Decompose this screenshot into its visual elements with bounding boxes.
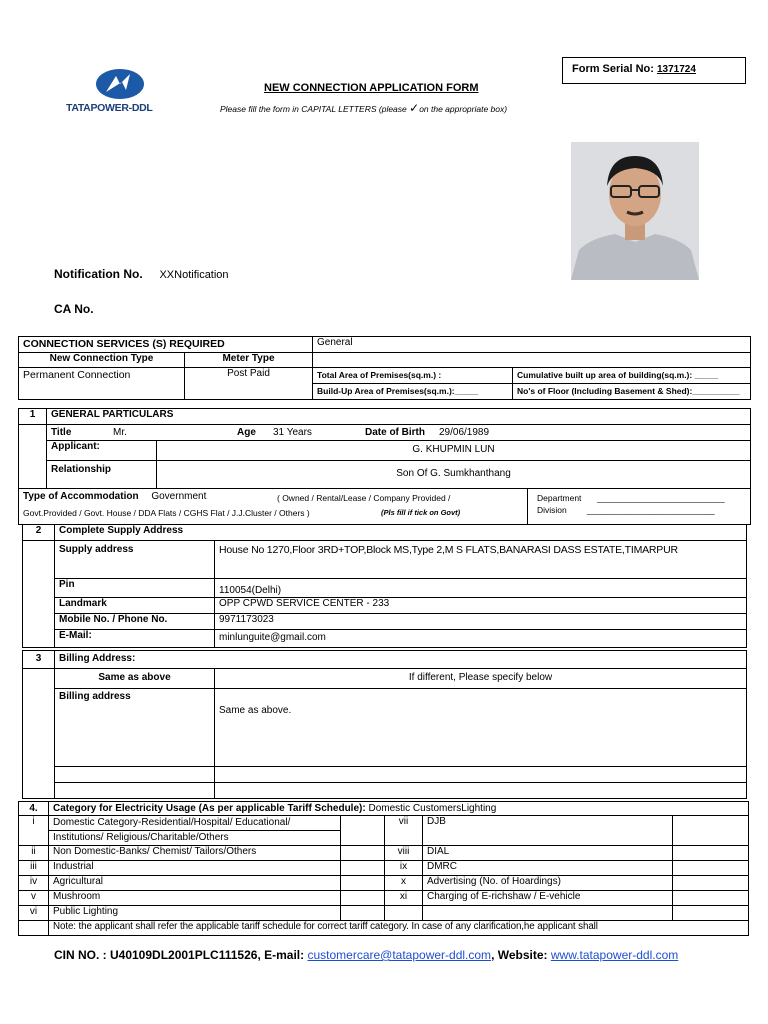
- accommodation-options-1: ( Owned / Rental/Lease / Company Provided /: [277, 493, 451, 503]
- relationship-label: Relationship: [47, 461, 157, 489]
- accommodation-label: Type of Accommodation: [23, 491, 139, 502]
- section-1-number: 1: [19, 409, 47, 425]
- email-value: minlunguite@gmail.com: [215, 630, 747, 648]
- check-icon: ✓: [409, 101, 420, 115]
- mobile-label: Mobile No. / Phone No.: [55, 614, 215, 630]
- supply-address-value: House No 1270,Floor 3RD+TOP,Block MS,Type 2,M S FLATS,BANARASI DASS ESTATE,TIMARPUR: [215, 541, 747, 579]
- connection-type-label: New Connection Type: [19, 353, 185, 368]
- general-heading: GENERAL PARTICULARS: [47, 409, 751, 425]
- ca-label: CA No.: [54, 302, 94, 316]
- department-line: ___________________________: [597, 493, 725, 503]
- billing-address-value: Same as above.: [215, 689, 747, 767]
- connection-services-table: [18, 336, 751, 400]
- email-label: E-Mail:: [55, 630, 215, 648]
- serial-label: Form Serial No:: [572, 63, 654, 75]
- pin-label: Pin: [55, 579, 215, 598]
- accommodation-options-2: Govt.Provided / Govt. House / DDA Flats / CGHS Flat / J.J.Cluster / Others ): [23, 508, 310, 518]
- applicant-photo: [571, 142, 699, 280]
- supply-heading: Complete Supply Address: [55, 525, 747, 541]
- dob-label: Date of Birth: [365, 427, 425, 438]
- floors-label: No's of Floor (Including Basement & Shed):__________: [513, 384, 751, 400]
- mobile-value: 9971173023: [215, 614, 747, 630]
- supply-address-label: Supply address: [55, 541, 215, 579]
- pin-value: 110054(Delhi): [215, 579, 747, 598]
- logo-text: TATAPOWER-DDL: [66, 102, 153, 114]
- cin-label: CIN NO. : U40109DL2001PLC111526, E-mail:: [54, 948, 305, 962]
- division-label: Division: [537, 505, 567, 515]
- form-serial-box: [562, 57, 746, 84]
- section-2-number: 2: [23, 525, 55, 541]
- form-title: NEW CONNECTION APPLICATION FORM: [264, 82, 479, 94]
- buildup-area-label: Build-Up Area of Premises(sq.m.):_____: [313, 384, 513, 400]
- dob-value: 29/06/1989: [439, 427, 490, 438]
- applicant-value: G. KHUPMIN LUN: [157, 441, 751, 461]
- general-particulars-table: [18, 408, 751, 525]
- footer-email-link[interactable]: customercare@tatapower-ddl.com: [307, 948, 492, 962]
- total-area-label: Total Area of Premises(sq.m.) :: [313, 368, 513, 384]
- footer: [54, 948, 678, 962]
- category-table: 4. Category for Electricity Usage (As per applicable Tariff Schedule): Domestic CustomersLighting i Domestic Category-Residential/Hospital/ Educational/ vii DJB Institutions/ Religious/Charitable/Others ii Non Domestic-Banks/ Chemist/ Tailors/Others viii DIAL iii Industrial ix DMRC iv Agricultural x Advertising (No. of Hoardings) v Mushroom xi Charging of E-richshaw / E-vehicle vi Public Lighting Note: the applicant shall refer the applicable tariff schedule for correct tariff category. In case of any clarification,he applicant shall: [18, 801, 749, 936]
- footer-website-link[interactable]: www.tatapower-ddl.com: [550, 948, 679, 962]
- department-label: Department: [537, 493, 582, 503]
- website-label: , Website:: [491, 948, 548, 962]
- notification-row: [54, 267, 229, 281]
- serial-value: 1371724: [656, 64, 696, 75]
- billing-heading: Billing Address:: [55, 651, 747, 669]
- notification-value: XXNotification: [159, 269, 229, 281]
- applicant-label: Applicant:: [47, 441, 157, 461]
- title-value: Mr.: [113, 427, 127, 438]
- section-3-number: 3: [23, 651, 55, 669]
- age-label: Age: [237, 427, 256, 438]
- billing-same-label: Same as above: [55, 669, 215, 689]
- person-photo-icon: [571, 142, 699, 280]
- meter-type-label: Meter Type: [185, 353, 313, 368]
- landmark-value: OPP CPWD SERVICE CENTER - 233: [215, 598, 747, 614]
- division-line: ___________________________: [587, 505, 715, 515]
- connection-heading: CONNECTION SERVICES (S) REQUIRED: [19, 337, 313, 353]
- tatapower-logo-icon: [66, 68, 176, 102]
- billing-address-label: Billing address: [55, 689, 215, 767]
- connection-type-value: Permanent Connection: [19, 368, 185, 400]
- relationship-value: Son Of G. Sumkhanthang: [157, 461, 751, 489]
- landmark-label: Landmark: [55, 598, 215, 614]
- cumulative-area-label: Cumulative built up area of building(sq.m.): _____: [513, 368, 751, 384]
- title-label: Title: [51, 427, 72, 438]
- instructions: Please fill the form in CAPITAL LETTERS (please ✓on the appropriate box): [220, 101, 508, 115]
- category-heading: Category for Electricity Usage (As per applicable Tariff Schedule): Domestic CustomersLighting: [49, 802, 749, 816]
- supply-address-table: [22, 524, 747, 648]
- section-4-number: 4.: [19, 802, 49, 816]
- accommodation-value: Government: [151, 491, 207, 502]
- accommodation-note: (Pls fill if tick on Govt): [381, 508, 461, 517]
- notification-label: Notification No.: [54, 267, 143, 281]
- age-value: 31 Years: [273, 427, 312, 438]
- tariff-note: Note: the applicant shall refer the applicable tariff schedule for correct tariff category. In case of any clarification,he applicant shall: [49, 921, 749, 936]
- billing-address-table: [22, 650, 747, 799]
- billing-different-label: If different, Please specify below: [215, 669, 747, 689]
- company-logo: [66, 68, 176, 118]
- connection-category: General: [313, 337, 751, 353]
- meter-type-value: Post Paid: [185, 368, 313, 400]
